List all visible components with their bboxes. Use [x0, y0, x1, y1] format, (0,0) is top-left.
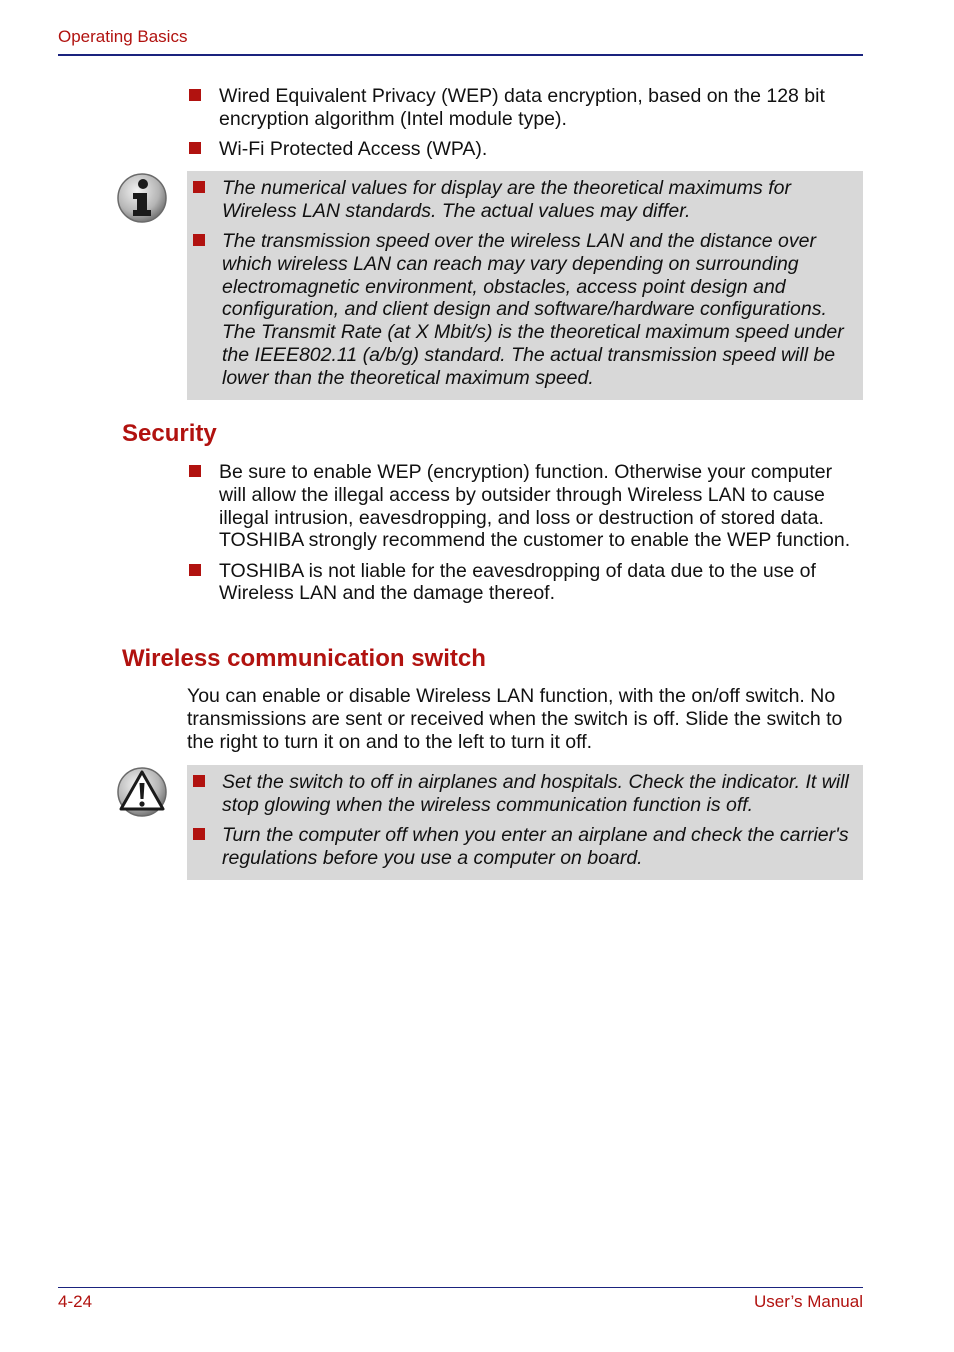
caution-icon: [116, 766, 168, 818]
list-item: Wired Equivalent Privacy (WEP) data encryption, based on the 128 bit encryption algorithm (Intel module type).: [187, 85, 863, 131]
list-item: Turn the computer off when you enter an airplane and check the carrier's regulations before you use a computer on board.: [187, 824, 855, 870]
wireless-switch-paragraph: You can enable or disable Wireless LAN function, with the on/off switch. No transmissions are sent or received when the switch is off. Slide the switch to the right to turn it on and to the left to turn it off.: [187, 685, 843, 753]
bullet-square-icon: [193, 775, 205, 787]
list-item: Wi-Fi Protected Access (WPA).: [187, 138, 863, 161]
manual-title: User’s Manual: [754, 1292, 863, 1311]
running-header: Operating Basics: [58, 27, 188, 46]
bullet-square-icon: [189, 465, 201, 477]
page-number: 4-24: [58, 1292, 93, 1311]
caution-note-box: [187, 765, 863, 880]
footer-rule: [58, 1287, 863, 1288]
list-item: Set the switch to off in airplanes and hospitals. Check the indicator. It will stop glowing when the wireless communication function is off.: [187, 771, 855, 817]
list-item: Be sure to enable WEP (encryption) function. Otherwise your computer will allow the illegal access by outsider through Wireless LAN to cause illegal intrusion, eavesdropping, and loss or destruction of stored data. TOSHIBA strongly recommend the customer to enable the WEP function.: [187, 461, 863, 552]
security-bullet-list: [187, 461, 863, 613]
bullet-square-icon: [193, 234, 205, 246]
section-heading-wireless-switch: Wireless communication switch: [122, 645, 486, 672]
list-item: TOSHIBA is not liable for the eavesdropping of data due to the use of Wireless LAN and the damage thereof.: [187, 560, 863, 606]
info-note-box: [187, 171, 863, 400]
bullet-square-icon: [189, 564, 201, 576]
info-icon: [116, 172, 168, 224]
bullet-square-icon: [189, 89, 201, 101]
bullet-square-icon: [189, 142, 201, 154]
top-bullet-list: [187, 85, 863, 168]
list-item: The transmission speed over the wireless LAN and the distance over which wireless LAN can reach may vary depending on surrounding electromagnetic environment, obstacles, access point design and configuration, and client design and software/hardware configurations. The Transmit Rate (at X Mbit/s) is the theoretical maximum speed under the IEEE802.11 (a/b/g) standard. The actual transmission speed will be lower than the theoretical maximum speed.: [187, 230, 855, 390]
list-item: The numerical values for display are the theoretical maximums for Wireless LAN standards. The actual values may differ.: [187, 177, 855, 223]
bullet-square-icon: [193, 828, 205, 840]
section-heading-security: Security: [122, 420, 217, 447]
bullet-square-icon: [193, 181, 205, 193]
header-rule: [58, 54, 863, 56]
